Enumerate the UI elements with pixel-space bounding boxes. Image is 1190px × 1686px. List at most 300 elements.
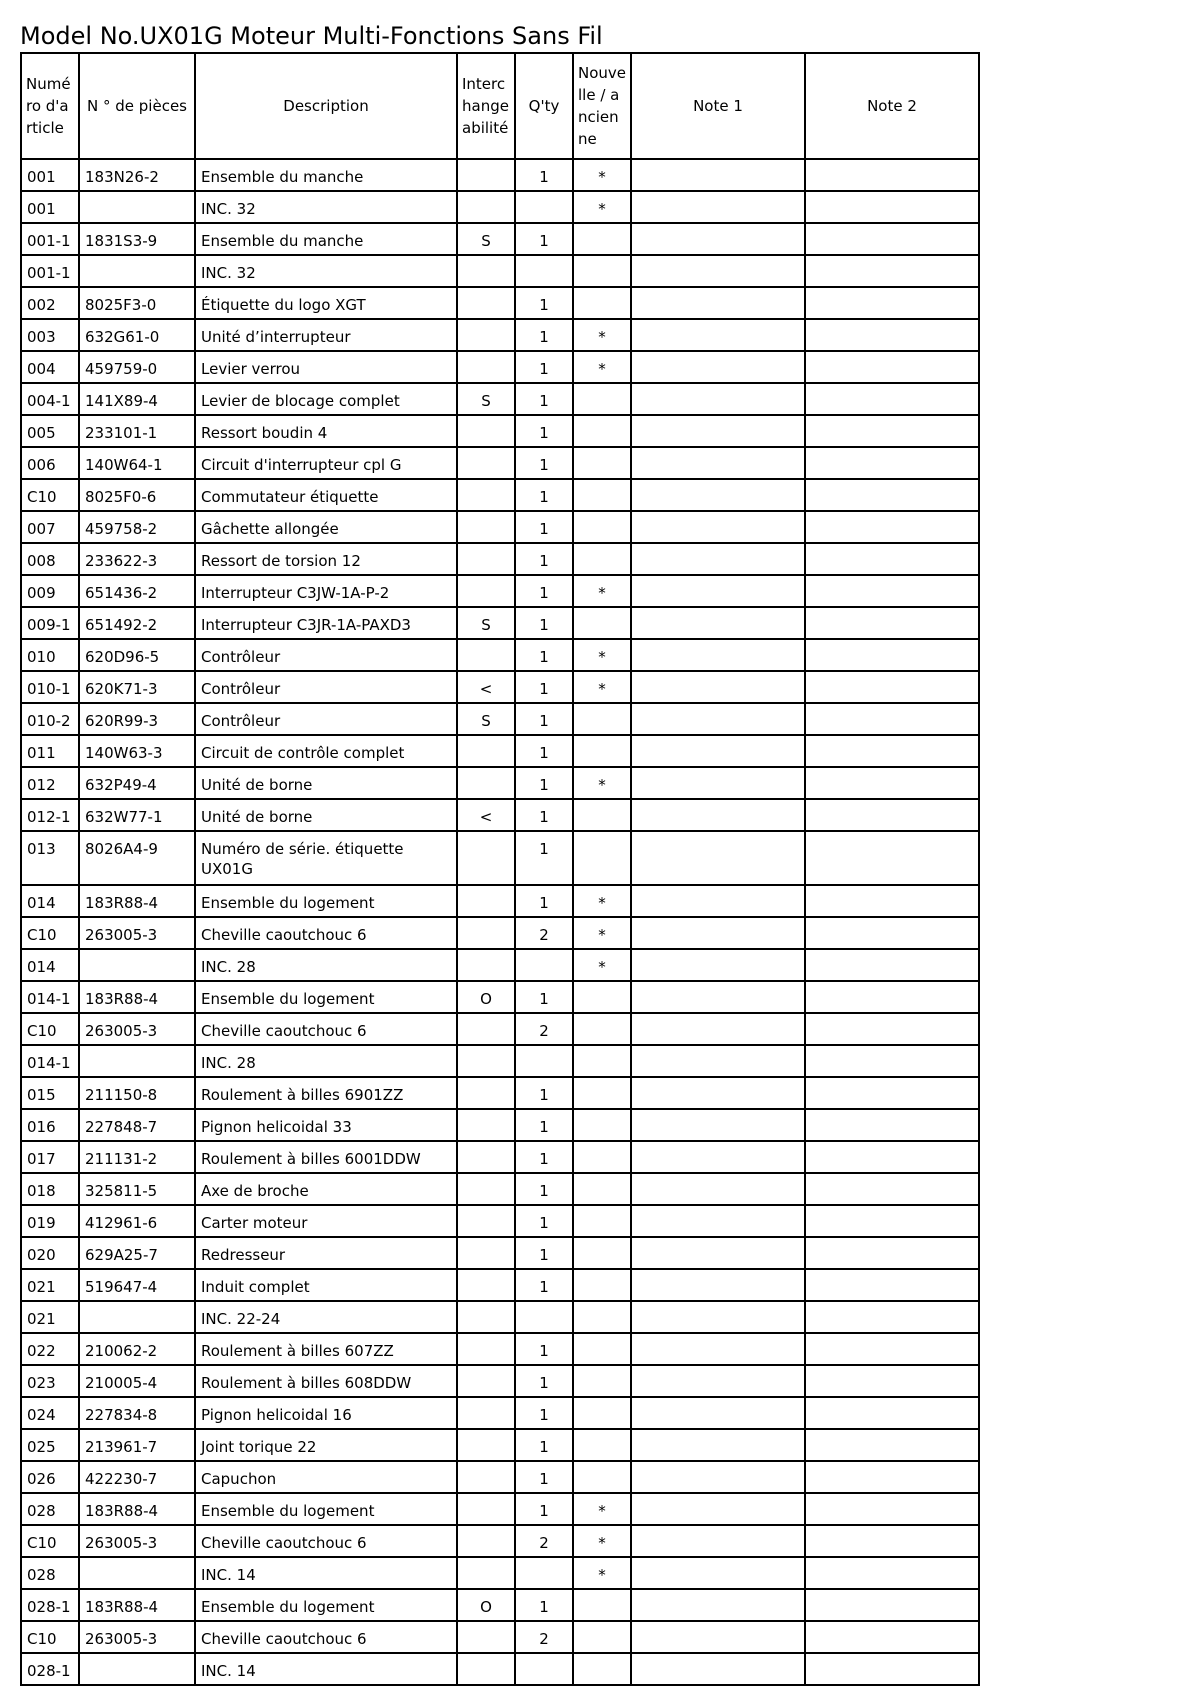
cell-qty: 2 (515, 917, 573, 949)
cell-description: Levier de blocage complet (195, 383, 457, 415)
page-title: Model No.UX01G Moteur Multi-Fonctions Sans Fil (20, 22, 603, 50)
cell-new-old (573, 1109, 631, 1141)
cell-interchangeability (457, 1525, 515, 1557)
header-part-no: N ° de pièces (79, 53, 195, 159)
cell-part-no: 183R88-4 (79, 885, 195, 917)
cell-interchangeability: S (457, 223, 515, 255)
cell-note-2 (805, 1397, 979, 1429)
cell-part-no: 183N26-2 (79, 159, 195, 191)
table-row (21, 767, 979, 799)
cell-item-no: 017 (21, 1141, 79, 1173)
cell-part-no: 141X89-4 (79, 383, 195, 415)
cell-note-1 (631, 1557, 805, 1589)
cell-note-1 (631, 1237, 805, 1269)
table-row (21, 799, 979, 831)
cell-qty: 1 (515, 1077, 573, 1109)
table-row (21, 543, 979, 575)
cell-part-no: 8026A4-9 (79, 831, 195, 885)
cell-part-no: 183R88-4 (79, 1493, 195, 1525)
cell-new-old (573, 1333, 631, 1365)
cell-interchangeability (457, 1173, 515, 1205)
cell-note-1 (631, 223, 805, 255)
cell-item-no: 014-1 (21, 1045, 79, 1077)
cell-part-no (79, 191, 195, 223)
cell-new-old (573, 1589, 631, 1621)
cell-interchangeability (457, 1301, 515, 1333)
cell-interchangeability (457, 1045, 515, 1077)
table-row (21, 415, 979, 447)
cell-interchangeability (457, 511, 515, 543)
cell-qty: 1 (515, 383, 573, 415)
cell-note-1 (631, 767, 805, 799)
cell-part-no (79, 1557, 195, 1589)
cell-part-no: 459759-0 (79, 351, 195, 383)
cell-qty: 1 (515, 479, 573, 511)
cell-qty: 1 (515, 639, 573, 671)
cell-note-1 (631, 1301, 805, 1333)
table-row (21, 319, 979, 351)
cell-qty: 1 (515, 319, 573, 351)
cell-interchangeability (457, 1397, 515, 1429)
cell-note-2 (805, 639, 979, 671)
cell-note-2 (805, 1429, 979, 1461)
cell-qty: 1 (515, 1205, 573, 1237)
cell-part-no: 263005-3 (79, 917, 195, 949)
cell-qty: 1 (515, 799, 573, 831)
cell-new-old: * (573, 917, 631, 949)
cell-interchangeability (457, 639, 515, 671)
cell-note-2 (805, 1269, 979, 1301)
cell-note-2 (805, 885, 979, 917)
cell-interchangeability: O (457, 981, 515, 1013)
cell-new-old (573, 511, 631, 543)
cell-description: Roulement à billes 6901ZZ (195, 1077, 457, 1109)
cell-description: Joint torique 22 (195, 1429, 457, 1461)
cell-note-2 (805, 1173, 979, 1205)
table-row (21, 1141, 979, 1173)
table-row (21, 1653, 979, 1685)
cell-interchangeability (457, 1237, 515, 1269)
header-item-no: Numéro d'article (21, 53, 79, 159)
cell-note-2 (805, 1557, 979, 1589)
cell-qty: 1 (515, 1333, 573, 1365)
cell-interchangeability (457, 885, 515, 917)
cell-description: Unité d’interrupteur (195, 319, 457, 351)
cell-note-1 (631, 575, 805, 607)
cell-note-2 (805, 191, 979, 223)
cell-note-1 (631, 885, 805, 917)
cell-interchangeability: S (457, 383, 515, 415)
cell-note-2 (805, 319, 979, 351)
cell-item-no: 014 (21, 885, 79, 917)
cell-interchangeability (457, 1269, 515, 1301)
table-row (21, 383, 979, 415)
cell-part-no: 519647-4 (79, 1269, 195, 1301)
cell-new-old (573, 703, 631, 735)
cell-item-no: 001 (21, 191, 79, 223)
cell-part-no: 422230-7 (79, 1461, 195, 1493)
cell-item-no: 015 (21, 1077, 79, 1109)
cell-item-no: 016 (21, 1109, 79, 1141)
cell-part-no: 211150-8 (79, 1077, 195, 1109)
cell-description: Unité de borne (195, 767, 457, 799)
header-note-1: Note 1 (631, 53, 805, 159)
cell-new-old (573, 415, 631, 447)
cell-item-no: C10 (21, 1525, 79, 1557)
cell-qty: 1 (515, 159, 573, 191)
cell-note-1 (631, 447, 805, 479)
cell-new-old (573, 1621, 631, 1653)
cell-qty (515, 1557, 573, 1589)
cell-interchangeability (457, 1653, 515, 1685)
cell-qty: 2 (515, 1013, 573, 1045)
cell-interchangeability (457, 767, 515, 799)
table-row (21, 1269, 979, 1301)
cell-note-1 (631, 1269, 805, 1301)
cell-note-2 (805, 1525, 979, 1557)
cell-new-old: * (573, 1525, 631, 1557)
table-row (21, 255, 979, 287)
cell-note-1 (631, 949, 805, 981)
cell-item-no: 028-1 (21, 1589, 79, 1621)
cell-qty (515, 255, 573, 287)
cell-part-no: 233622-3 (79, 543, 195, 575)
cell-item-no: 020 (21, 1237, 79, 1269)
cell-item-no: 013 (21, 831, 79, 885)
cell-description: Carter moteur (195, 1205, 457, 1237)
cell-qty: 1 (515, 351, 573, 383)
cell-description: INC. 32 (195, 255, 457, 287)
cell-note-2 (805, 511, 979, 543)
table-row (21, 1109, 979, 1141)
cell-part-no: 632G61-0 (79, 319, 195, 351)
cell-interchangeability (457, 1013, 515, 1045)
header-interchangeability: Interchangeabilité (457, 53, 515, 159)
cell-note-2 (805, 1493, 979, 1525)
cell-interchangeability: < (457, 671, 515, 703)
cell-new-old (573, 799, 631, 831)
header-qty: Q'ty (515, 53, 573, 159)
cell-item-no: 001-1 (21, 255, 79, 287)
cell-new-old: * (573, 159, 631, 191)
cell-note-1 (631, 1333, 805, 1365)
cell-part-no: 651492-2 (79, 607, 195, 639)
cell-item-no: 025 (21, 1429, 79, 1461)
cell-note-2 (805, 351, 979, 383)
cell-qty: 1 (515, 543, 573, 575)
cell-new-old (573, 543, 631, 575)
cell-description: Roulement à billes 607ZZ (195, 1333, 457, 1365)
header-description: Description (195, 53, 457, 159)
table-row (21, 671, 979, 703)
cell-note-1 (631, 255, 805, 287)
cell-description: Ensemble du logement (195, 981, 457, 1013)
cell-interchangeability (457, 949, 515, 981)
cell-item-no: 010-1 (21, 671, 79, 703)
cell-part-no (79, 1653, 195, 1685)
cell-note-2 (805, 1205, 979, 1237)
cell-note-1 (631, 1429, 805, 1461)
cell-description: INC. 14 (195, 1653, 457, 1685)
cell-note-1 (631, 1205, 805, 1237)
cell-note-2 (805, 479, 979, 511)
cell-description: Numéro de série. étiquette UX01G (195, 831, 457, 885)
cell-note-1 (631, 415, 805, 447)
cell-description: Roulement à billes 608DDW (195, 1365, 457, 1397)
cell-qty (515, 1045, 573, 1077)
table-row (21, 1237, 979, 1269)
cell-qty: 1 (515, 415, 573, 447)
cell-item-no: 001-1 (21, 223, 79, 255)
cell-note-2 (805, 981, 979, 1013)
cell-interchangeability (457, 543, 515, 575)
cell-note-1 (631, 1461, 805, 1493)
cell-item-no: 009-1 (21, 607, 79, 639)
cell-item-no: 022 (21, 1333, 79, 1365)
table-row (21, 917, 979, 949)
cell-description: Unité de borne (195, 799, 457, 831)
cell-part-no: 210062-2 (79, 1333, 195, 1365)
cell-qty: 1 (515, 1141, 573, 1173)
cell-new-old (573, 1045, 631, 1077)
cell-interchangeability (457, 1429, 515, 1461)
cell-part-no: 263005-3 (79, 1013, 195, 1045)
cell-item-no: 012 (21, 767, 79, 799)
cell-new-old (573, 1397, 631, 1429)
cell-new-old (573, 1237, 631, 1269)
cell-description: Levier verrou (195, 351, 457, 383)
cell-item-no: 021 (21, 1301, 79, 1333)
cell-new-old (573, 735, 631, 767)
table-row (21, 1525, 979, 1557)
table-row (21, 479, 979, 511)
cell-interchangeability (457, 319, 515, 351)
cell-note-1 (631, 703, 805, 735)
table-row (21, 1205, 979, 1237)
cell-part-no: 227848-7 (79, 1109, 195, 1141)
cell-qty: 1 (515, 223, 573, 255)
cell-note-1 (631, 383, 805, 415)
cell-part-no: 1831S3-9 (79, 223, 195, 255)
cell-note-1 (631, 1397, 805, 1429)
cell-description: Gâchette allongée (195, 511, 457, 543)
cell-qty: 1 (515, 607, 573, 639)
cell-item-no: 003 (21, 319, 79, 351)
cell-note-1 (631, 831, 805, 885)
cell-qty: 1 (515, 1173, 573, 1205)
cell-qty: 1 (515, 1269, 573, 1301)
cell-part-no: 227834-8 (79, 1397, 195, 1429)
cell-note-2 (805, 1109, 979, 1141)
cell-qty: 1 (515, 735, 573, 767)
cell-description: Ensemble du logement (195, 1589, 457, 1621)
cell-item-no: 005 (21, 415, 79, 447)
cell-new-old: * (573, 885, 631, 917)
cell-part-no: 183R88-4 (79, 1589, 195, 1621)
cell-note-2 (805, 255, 979, 287)
cell-part-no: 210005-4 (79, 1365, 195, 1397)
cell-description: Redresseur (195, 1237, 457, 1269)
cell-description: INC. 28 (195, 1045, 457, 1077)
cell-note-1 (631, 981, 805, 1013)
cell-item-no: 024 (21, 1397, 79, 1429)
cell-interchangeability (457, 479, 515, 511)
cell-item-no: 028 (21, 1557, 79, 1589)
table-row (21, 351, 979, 383)
cell-note-2 (805, 1045, 979, 1077)
cell-item-no: 008 (21, 543, 79, 575)
cell-qty (515, 191, 573, 223)
cell-qty: 2 (515, 1621, 573, 1653)
cell-note-2 (805, 1365, 979, 1397)
cell-part-no: 412961-6 (79, 1205, 195, 1237)
cell-note-2 (805, 1237, 979, 1269)
cell-part-no: 233101-1 (79, 415, 195, 447)
cell-item-no: 009 (21, 575, 79, 607)
cell-part-no: 140W63-3 (79, 735, 195, 767)
cell-interchangeability (457, 1365, 515, 1397)
cell-description: Ressort de torsion 12 (195, 543, 457, 575)
cell-interchangeability: O (457, 1589, 515, 1621)
cell-item-no: 018 (21, 1173, 79, 1205)
cell-interchangeability (457, 1493, 515, 1525)
cell-item-no: 010 (21, 639, 79, 671)
cell-item-no: 006 (21, 447, 79, 479)
cell-part-no (79, 1045, 195, 1077)
cell-new-old (573, 1173, 631, 1205)
cell-note-2 (805, 575, 979, 607)
cell-item-no: 014-1 (21, 981, 79, 1013)
cell-description: Ensemble du manche (195, 159, 457, 191)
cell-item-no: 028-1 (21, 1653, 79, 1685)
cell-note-1 (631, 1653, 805, 1685)
cell-part-no: 325811-5 (79, 1173, 195, 1205)
cell-interchangeability (457, 1205, 515, 1237)
cell-description: Cheville caoutchouc 6 (195, 1621, 457, 1653)
cell-note-1 (631, 607, 805, 639)
cell-qty (515, 1653, 573, 1685)
cell-note-2 (805, 543, 979, 575)
cell-new-old: * (573, 1493, 631, 1525)
table-row (21, 191, 979, 223)
cell-item-no: C10 (21, 917, 79, 949)
cell-item-no: C10 (21, 1013, 79, 1045)
cell-item-no: 010-2 (21, 703, 79, 735)
cell-description: Commutateur étiquette (195, 479, 457, 511)
cell-note-1 (631, 799, 805, 831)
cell-description: Ensemble du manche (195, 223, 457, 255)
cell-qty: 2 (515, 1525, 573, 1557)
cell-part-no (79, 949, 195, 981)
cell-note-2 (805, 1141, 979, 1173)
table-row (21, 1429, 979, 1461)
cell-note-1 (631, 1589, 805, 1621)
table-row (21, 1461, 979, 1493)
cell-part-no: 459758-2 (79, 511, 195, 543)
cell-note-2 (805, 671, 979, 703)
cell-part-no: 651436-2 (79, 575, 195, 607)
cell-interchangeability (457, 1557, 515, 1589)
cell-note-2 (805, 703, 979, 735)
cell-description: Étiquette du logo XGT (195, 287, 457, 319)
cell-note-1 (631, 351, 805, 383)
cell-interchangeability: S (457, 703, 515, 735)
cell-part-no (79, 1301, 195, 1333)
cell-new-old: * (573, 319, 631, 351)
cell-note-1 (631, 1525, 805, 1557)
table-row (21, 831, 979, 885)
cell-qty: 1 (515, 1429, 573, 1461)
cell-new-old: * (573, 351, 631, 383)
cell-qty: 1 (515, 287, 573, 319)
cell-interchangeability (457, 255, 515, 287)
cell-item-no: 002 (21, 287, 79, 319)
cell-description: Interrupteur C3JR-1A-PAXD3 (195, 607, 457, 639)
cell-note-1 (631, 159, 805, 191)
cell-qty: 1 (515, 1237, 573, 1269)
cell-interchangeability (457, 447, 515, 479)
cell-interchangeability (457, 415, 515, 447)
cell-note-1 (631, 287, 805, 319)
cell-qty: 1 (515, 1493, 573, 1525)
table-row (21, 1301, 979, 1333)
cell-description: INC. 14 (195, 1557, 457, 1589)
cell-qty: 1 (515, 1109, 573, 1141)
cell-interchangeability (457, 159, 515, 191)
cell-new-old: * (573, 639, 631, 671)
table-row (21, 1493, 979, 1525)
cell-note-2 (805, 1077, 979, 1109)
cell-interchangeability (457, 1109, 515, 1141)
table-row (21, 639, 979, 671)
cell-part-no: 183R88-4 (79, 981, 195, 1013)
cell-interchangeability (457, 917, 515, 949)
cell-qty: 1 (515, 1365, 573, 1397)
parts-table-body (21, 159, 979, 1685)
cell-description: Circuit de contrôle complet (195, 735, 457, 767)
cell-new-old (573, 1653, 631, 1685)
cell-item-no: 026 (21, 1461, 79, 1493)
header-new-old: Nouvelle / ancienne (573, 53, 631, 159)
cell-part-no: 632W77-1 (79, 799, 195, 831)
cell-part-no (79, 255, 195, 287)
cell-item-no: 023 (21, 1365, 79, 1397)
cell-part-no: 211131-2 (79, 1141, 195, 1173)
cell-item-no: 012-1 (21, 799, 79, 831)
table-row (21, 447, 979, 479)
cell-item-no: C10 (21, 1621, 79, 1653)
cell-new-old (573, 1141, 631, 1173)
cell-note-2 (805, 287, 979, 319)
cell-new-old (573, 1429, 631, 1461)
cell-new-old (573, 981, 631, 1013)
cell-new-old (573, 1461, 631, 1493)
cell-description: Interrupteur C3JW-1A-P-2 (195, 575, 457, 607)
header-note-2: Note 2 (805, 53, 979, 159)
cell-qty: 1 (515, 981, 573, 1013)
table-row (21, 735, 979, 767)
cell-interchangeability: < (457, 799, 515, 831)
cell-new-old (573, 831, 631, 885)
table-row (21, 287, 979, 319)
table-row (21, 223, 979, 255)
table-row (21, 885, 979, 917)
cell-note-2 (805, 1013, 979, 1045)
table-row (21, 1397, 979, 1429)
cell-interchangeability (457, 191, 515, 223)
cell-new-old: * (573, 1557, 631, 1589)
cell-note-1 (631, 671, 805, 703)
